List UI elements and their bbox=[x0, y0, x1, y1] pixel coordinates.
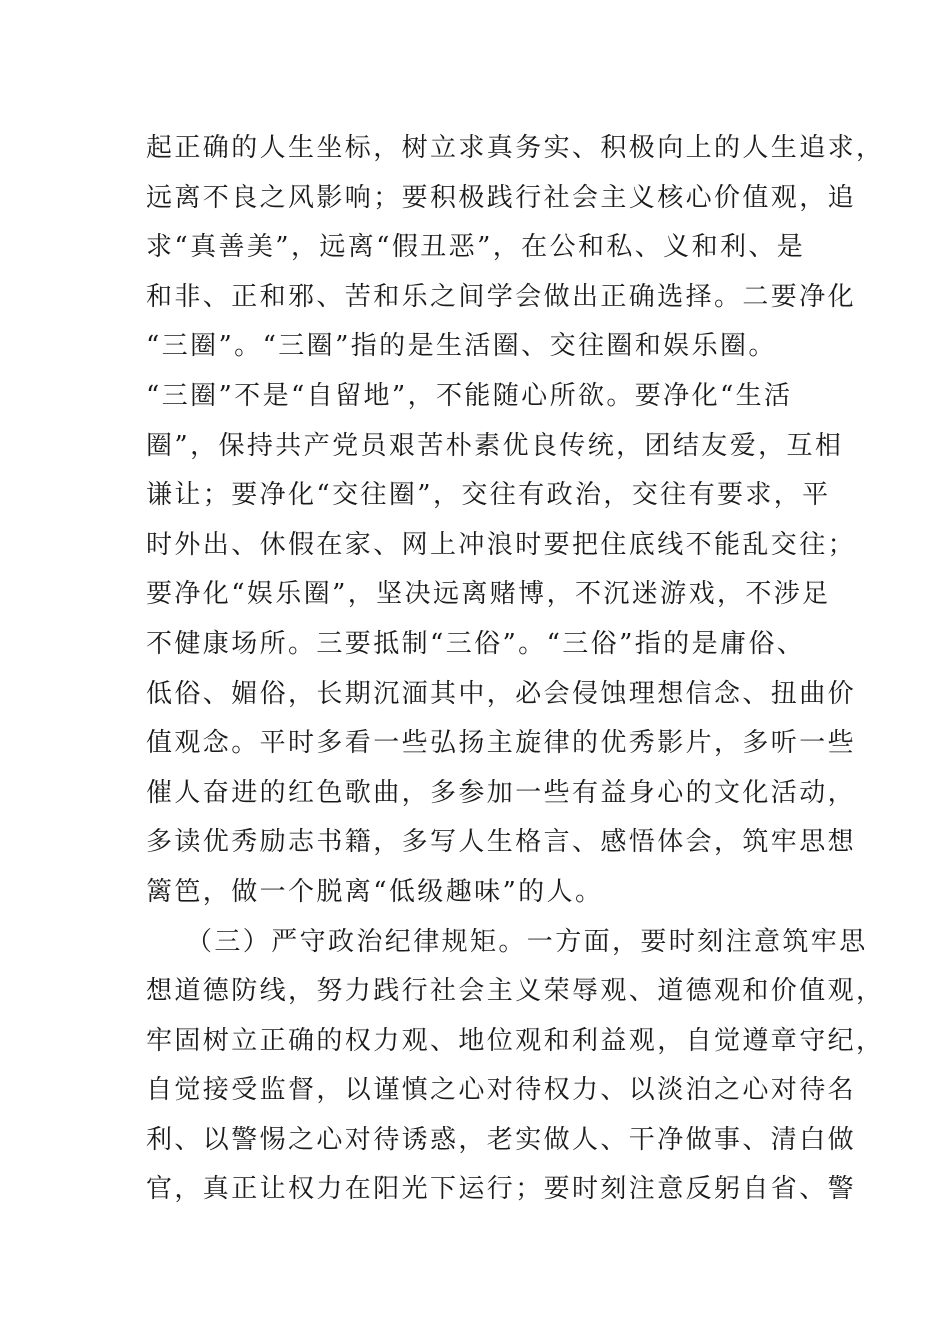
section-heading-line: （三）严守政治纪律规矩。一方面，要时刻注意筑牢思 bbox=[186, 926, 868, 957]
text-line: 自觉接受监督，以谨慎之心对待权力、以淡泊之心对待名 bbox=[146, 1075, 857, 1106]
text-line: 时外出、休假在家、网上冲浪时要把住底线不能乱交往； bbox=[146, 529, 857, 560]
text-line: 想道德防线，努力践行社会主义荣辱观、道德观和价值观， bbox=[146, 976, 885, 1007]
text-line: “三圈”不是“自留地”，不能随心所欲。要净化“生活 bbox=[146, 380, 793, 411]
text-line: 起正确的人生坐标，树立求真务实、积极向上的人生追求， bbox=[146, 133, 885, 163]
text-line: 远离不良之风影响；要积极践行社会主义核心价值观，追 bbox=[146, 182, 857, 213]
text-line: 低俗、媚俗，长期沉湎其中，必会侵蚀理想信念、扭曲价 bbox=[146, 678, 857, 709]
text-line: 篱笆，做一个脱离“低级趣味”的人。 bbox=[146, 876, 604, 907]
body-text bbox=[146, 124, 885, 1215]
text-line: 和非、正和邪、苦和乐之间学会做出正确选择。二要净化 bbox=[146, 281, 857, 312]
text-line: 谦让；要净化“交往圈”，交往有政治，交往有要求，平 bbox=[146, 480, 831, 511]
text-line: 官，真正让权力在阳光下运行；要时刻注意反躬自省、警 bbox=[146, 1174, 857, 1205]
text-line: 催人奋进的红色歌曲，多参加一些有益身心的文化活动， bbox=[146, 777, 857, 808]
text-line: 圈”，保持共产党员艰苦朴素优良传统，团结友爱，互相 bbox=[146, 430, 844, 461]
text-line: 求“真善美”，远离“假丑恶”，在公和私、义和利、是 bbox=[146, 232, 806, 263]
text-line: 利、以警惕之心对待诱惑，老实做人、干净做事、清白做 bbox=[146, 1124, 857, 1155]
text-line: 要净化“娱乐圈”，坚决远离赌博，不沉迷游戏，不涉足 bbox=[146, 579, 831, 610]
text-line: 多读优秀励志书籍，多写人生格言、感悟体会，筑牢思想 bbox=[146, 827, 857, 858]
text-line: 不健康场所。三要抵制“三俗”。“三俗”指的是庸俗、 bbox=[146, 628, 806, 659]
text-line: “三圈”。“三圈”指的是生活圈、交往圈和娱乐圈。 bbox=[146, 331, 777, 362]
text-line: 值观念。平时多看一些弘扬主旋律的优秀影片，多听一些 bbox=[146, 728, 857, 759]
text-line: 牢固树立正确的权力观、地位观和利益观，自觉遵章守纪， bbox=[146, 1025, 885, 1056]
